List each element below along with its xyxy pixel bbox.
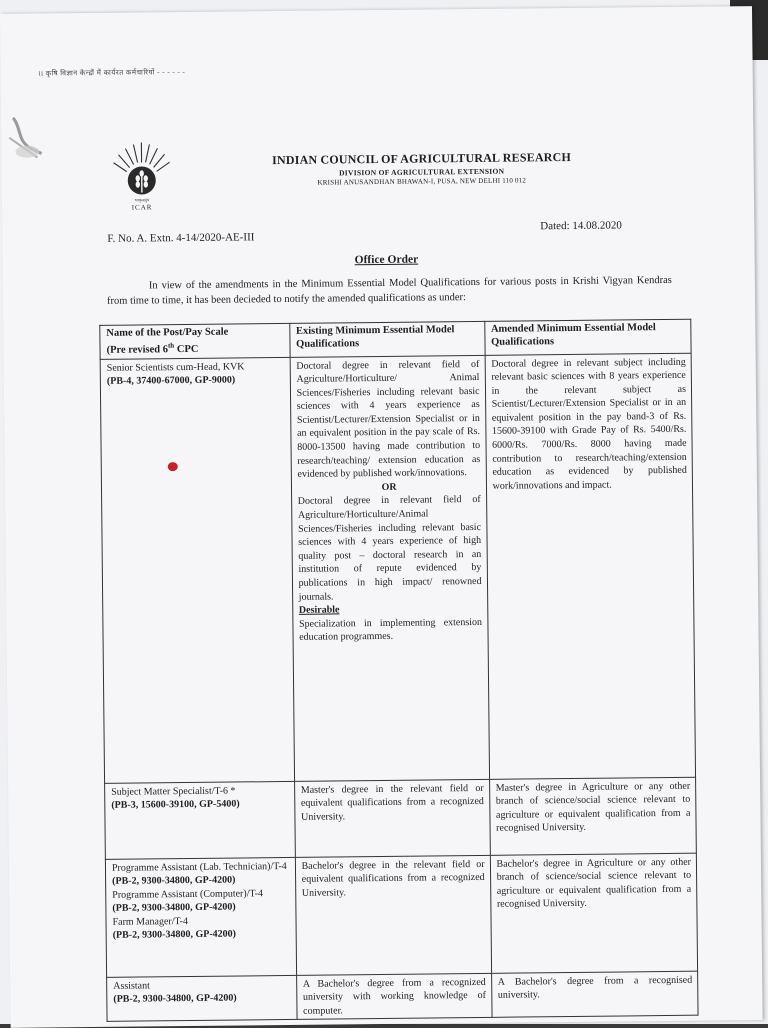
header-existing: Existing Minimum Essential Model Qualifications [289, 321, 484, 357]
red-ink-mark [168, 462, 178, 471]
document-title: Office Order [355, 254, 419, 267]
staple-icon [7, 113, 52, 173]
post-cell: Subject Matter Specialist/T-6 * (PB-3, 15600-39100, GP-5400) [105, 781, 295, 859]
division-name: DIVISION OF AGRICULTURAL EXTENSION [252, 166, 592, 179]
amended-cell: Bachelor's degree in Agriculture or any other branch of science/social science relevant to agriculture or equivalent qualification from a recognised University. [490, 853, 698, 973]
document-page [0, 6, 763, 1028]
org-name: INDIAN COUNCIL OF AGRICULTURAL RESEARCH [251, 150, 591, 169]
date: Dated: 14.08.2020 [540, 219, 622, 232]
amended-cell: Master's degree in Agriculture or any other branch of science/social science relevant to agriculture or equivalent qualification from a recognised University. [489, 777, 696, 855]
post-cell: Assistant (PB-2, 9300-34800, GP-4200) [107, 975, 297, 1022]
header-post-line2: (Pre revised 6th CPC [106, 338, 284, 357]
table-row [105, 853, 697, 977]
table-row [105, 777, 697, 859]
header-amended: Amended Minimum Essential Model Qualifications [484, 319, 691, 355]
intro-paragraph: In view of the amendments in the Minimum Essential Model Qualifications for various posts in Krishi Vigyan Kendras from time to time, it has been decieded to notify the amended qualifications as under: [107, 273, 672, 309]
svg-text:ICAR: ICAR [132, 203, 153, 211]
existing-cell: Bachelor's degree in the relevant field or equivalent qualifications from a recognized University. [295, 855, 491, 975]
qualifications-table [99, 319, 698, 1022]
amended-cell: A Bachelor's degree from a recognised university. [491, 971, 698, 1018]
post-cell: Programme Assistant (Lab. Technician)/T-4 (PB-2, 9300-34800, GP-4200) Programme Assistant (Computer)/T-4 (PB-2, 9300-34800, GP-4200) Farm Manager/T-4 (PB-2, 9300-34800, GP-4200) [105, 857, 296, 977]
letterhead [251, 150, 591, 188]
org-address: KRISHI ANUSANDHAN BHAWAN-I, PUSA, NEW DELHI 110 012 [252, 176, 592, 188]
existing-cell: Doctoral degree in relevant field of Agriculture/Horticulture/ Animal Sciences/Fisheries including relevant basic sciences with 4 years experience as Scientist/Lecturer/Extension Specialist or in an equivalent position in the pay scale of Rs. 8000-13500 having made contribution to research/teaching/ extension education as evidenced by published work/innovations. OR Doctoral degree in relevant field of Agriculture/Horticulture/Animal Sciences/Fisheries including relevant basic sciences with 4 years experience of high quality post – doctoral research in an institution of repute evidenced by publications in high impact/ renowned journals. Desirable Specialization in implementing extension education programmes. [290, 355, 489, 781]
file-number: F. No. A. Extn. 4-14/2020-AE-III [107, 231, 254, 245]
svg-text:भाकृअनुप: भाकृअनुप [135, 197, 150, 203]
icar-logo [107, 140, 176, 213]
existing-cell: Master's degree in the relevant field or equivalent qualifications from a recognized University. [294, 779, 490, 857]
existing-cell: A Bachelor's degree from a recognized university with working knowledge of computer. [296, 973, 491, 1020]
post-cell: Senior Scientists cum-Head, KVK (PB-4, 37400-67000, GP-9000) [100, 357, 294, 783]
amended-cell: Doctoral degree in relevant subject including relevant basic sciences with 8 years experience in the relevant subject as Scientist/Lecturer/Extension Specialist or in an equivalent position in the pay band-3 of Rs. 15600-39100 with Grade Pay of Rs. 5400/Rs. 6000/Rs. 7000/Rs. 8000 having made contribution to research/teaching/extension education as evidenced by published work/innovations and impact. [485, 353, 696, 779]
table-row [100, 353, 695, 783]
header-post: Name of the Post/Pay Scale (Pre revised 6th CPC [100, 323, 290, 358]
table-row [107, 971, 698, 1022]
top-note: ii कृषि विज्ञान केन्द्रों में कार्यरत कर्मचारियों - - - - - - [39, 68, 186, 79]
